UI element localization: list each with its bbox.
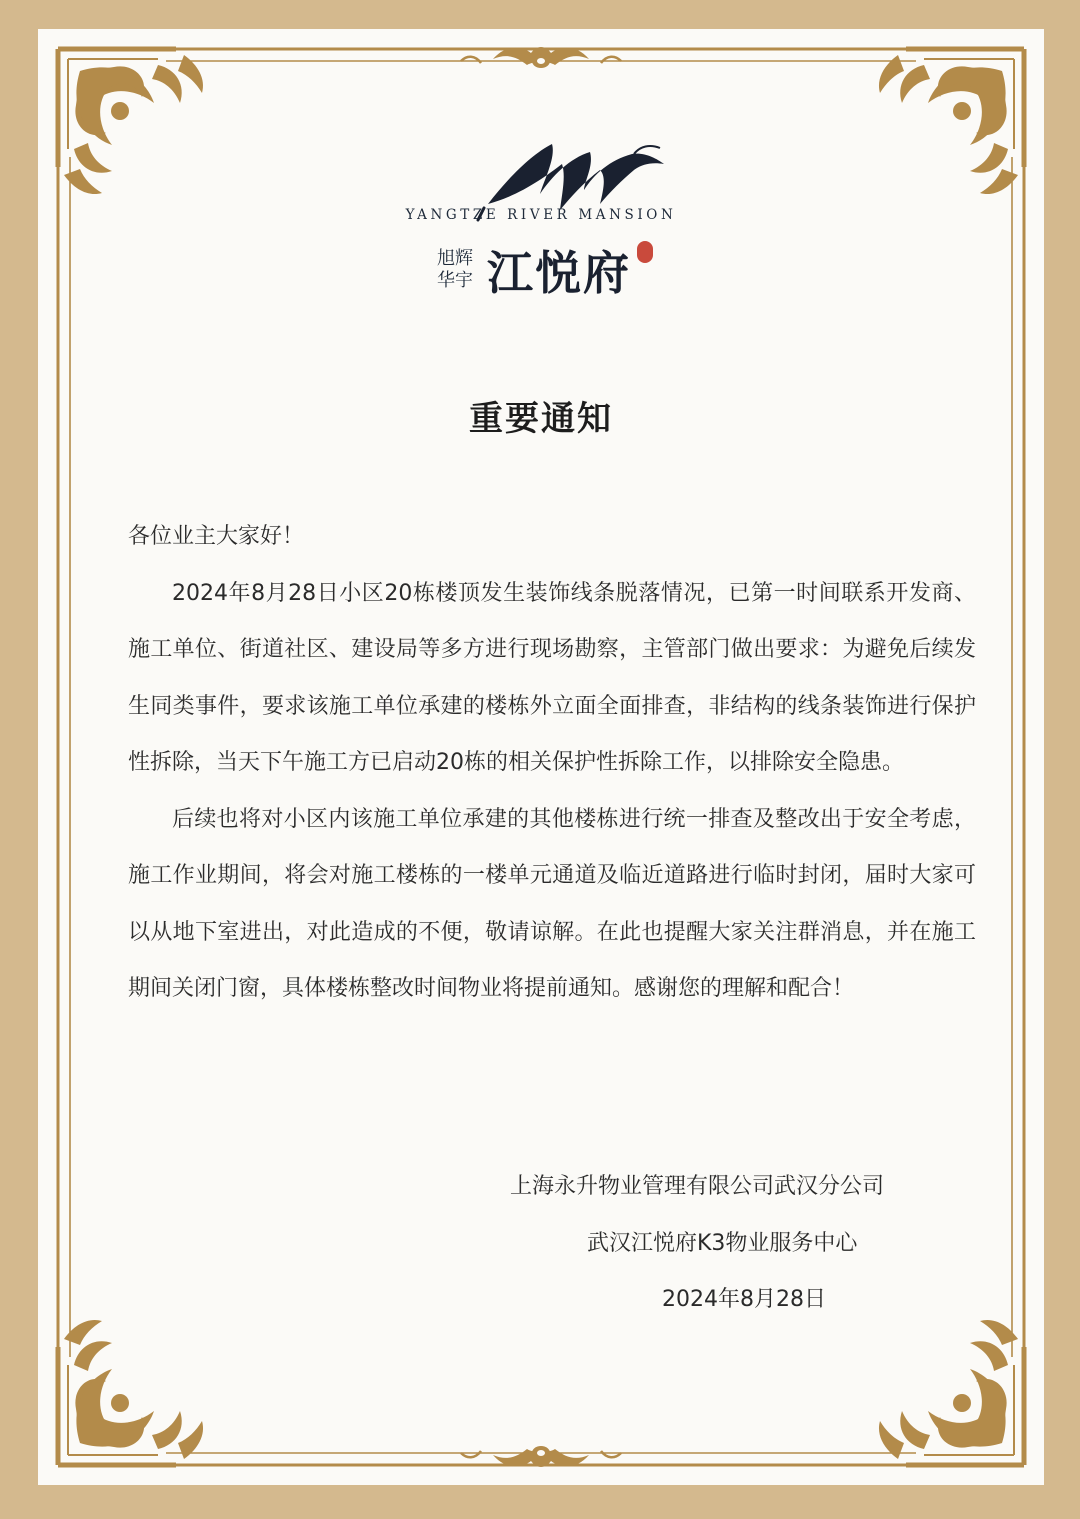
brand-developer-line1: 旭辉	[437, 248, 473, 269]
signature-company: 上海永升物业管理有限公司武汉分公司	[510, 1174, 885, 1199]
brand-developer-line2: 华宇	[437, 270, 473, 291]
brand-developer-name	[429, 248, 481, 292]
paragraph-incident: 2024年8月28日小区20栋楼顶发生装饰线条脱落情况，已第一时间联系开发商、施工单位、街道社区、建设局等多方进行现场勘察，主管部门做出要求：为避免后续发生同类事件，要求该施工单位承建的楼栋外立面全面排查，非结构的线条装饰进行保护性拆除，当天下午施工方已启动20栋的相关保护性拆除工作，以排除安全隐患。	[128, 580, 976, 775]
signature-date: 2024年8月28日	[662, 1287, 826, 1312]
notice-body	[128, 509, 976, 1018]
brand-chinese-logo	[38, 237, 1044, 303]
notice-title: 重要通知	[469, 399, 613, 439]
paragraph-follow-up: 后续也将对小区内该施工单位承建的其他楼栋进行统一排查及整改出于安全考虑，施工作业期间，将会对施工楼栋的一楼单元通道及临近道路进行临时封闭，届时大家可以从地下室进出，对此造成的不便，敬请谅解。在此也提醒大家关注群消息，并在施工期间关闭门窗，具体楼栋整改时间物业将提前通知。感谢您的理解和配合！	[128, 806, 976, 1001]
signature-service-center: 武汉江悦府K3物业服务中心	[587, 1231, 858, 1256]
brand-name: 江悦府	[487, 246, 631, 300]
brand-english-name: YANGTZE RIVER MANSION	[405, 207, 677, 223]
greeting: 各位业主大家好！	[128, 524, 305, 549]
notice-paper	[38, 29, 1044, 1485]
seal-icon	[637, 241, 653, 263]
